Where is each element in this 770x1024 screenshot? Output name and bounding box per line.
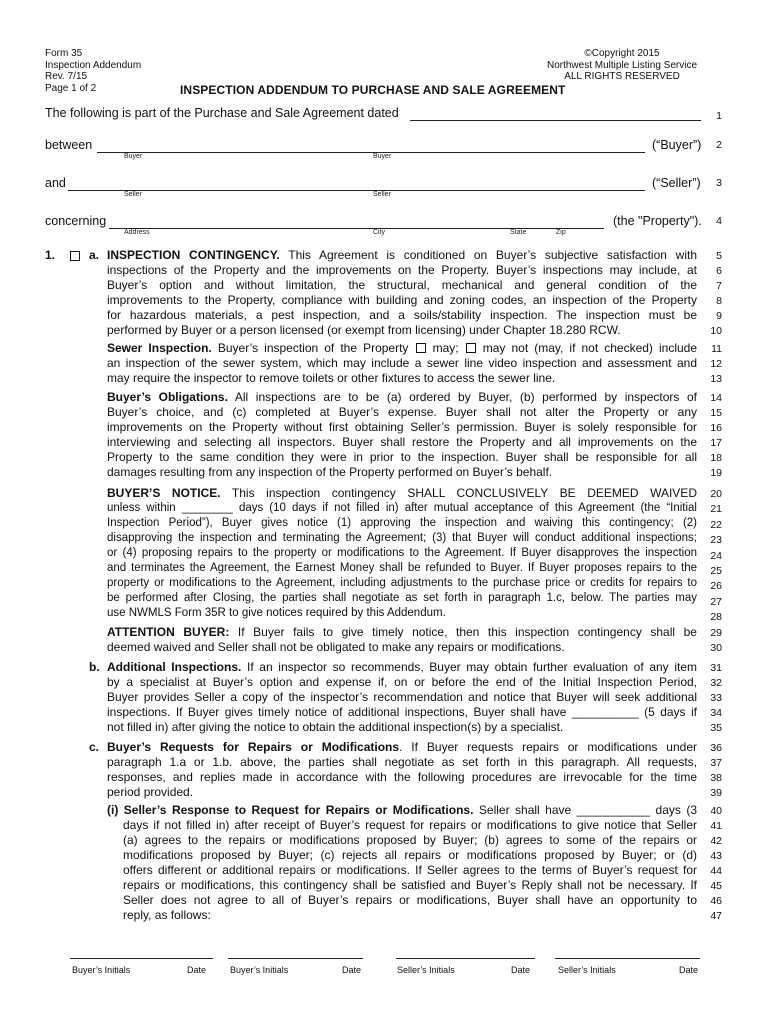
line-number: 43 — [710, 850, 722, 862]
i-line: offers different or additional repairs or modifications. If Seller agrees to the terms of Buyer’s request for — [123, 863, 697, 877]
line-number: 28 — [710, 611, 722, 624]
line-number: 1 — [716, 110, 722, 122]
line-number: 45 — [710, 880, 722, 892]
notice-line: be performed after Closing, the parties shall negotiate as set forth in paragraph 1.c, below. The parties may — [107, 592, 697, 604]
notice-line: and terminates the Agreement, the Earnest Money shall be refunded to Buyer. If Buyer proposes repairs to the — [107, 562, 697, 574]
line-number: 31 — [710, 662, 722, 674]
line-number: 15 — [710, 407, 722, 419]
organization: Northwest Multiple Listing Service — [546, 59, 698, 71]
contingency-checkbox[interactable] — [70, 251, 80, 261]
buyer-name-field[interactable] — [97, 152, 645, 153]
line-number: 16 — [710, 422, 722, 434]
dated-label: The following is part of the Purchase and Sale Agreement dated — [45, 106, 399, 120]
b-heading: Additional Inspections. — [107, 660, 242, 674]
line-number: 44 — [710, 865, 722, 877]
form-name: Inspection Addendum — [45, 59, 142, 71]
line-number: 34 — [710, 707, 722, 719]
property-address-field[interactable] — [109, 228, 604, 229]
line-number: 7 — [716, 280, 722, 292]
line-number: 41 — [710, 820, 722, 832]
line-number: 11 — [711, 343, 722, 355]
obl-line: All inspections are to be (a) ordered by Buyer, (b) performed by inspectors of — [234, 390, 697, 404]
zip-sub: Zip — [556, 229, 566, 236]
attention-buyer-para — [107, 625, 697, 655]
additional-inspections-para — [107, 660, 697, 735]
b-line: If an inspector so recommends, Buyer may obtain further evaluation of any item — [246, 660, 697, 674]
line-number: 18 — [710, 452, 722, 464]
rights: ALL RIGHTS RESERVED — [564, 71, 680, 82]
buyer-tag: (“Buyer”) — [652, 138, 702, 152]
line-number: 17 — [710, 437, 722, 449]
line-number: 35 — [710, 722, 722, 734]
sewer-line: may require the inspector to remove toilets or other fixtures to access the sewer line. — [107, 371, 556, 385]
sewer-text: Buyer’s inspection of the Property — [217, 341, 409, 355]
seller-response-para — [107, 803, 697, 923]
c-line: . If Buyer requests repairs or modifications under — [399, 740, 697, 754]
a-line: for hazardous materials, a pest inspection, and a soils/stability inspection. The inspection must be — [107, 308, 697, 322]
form-meta — [45, 48, 141, 94]
property-tag: (the "Property"). — [613, 214, 702, 228]
a-line: This Agreement is conditioned on Buyer’s subjective satisfaction with — [288, 248, 697, 262]
i-line: days if not filled in) after receipt of Buyer’s request for repairs or modifications to give notice that Seller — [123, 818, 697, 832]
date-label-1: Date — [187, 965, 207, 975]
seller-sub-2: Seller — [373, 191, 391, 198]
form-number: Form 35 — [45, 48, 83, 59]
concerning-label: concerning — [45, 214, 107, 228]
date-field[interactable] — [410, 120, 701, 121]
seller-sub-1: Seller — [124, 191, 142, 198]
sub-b-label: b. — [89, 660, 100, 674]
c-line: responses, and replies made in accordance with the following procedures are irrevocable for the time — [107, 770, 697, 784]
address-sub: Address — [124, 229, 150, 236]
b-line: not filled in) after giving the notice to obtain the additional inspection(s) by a specialist. — [107, 720, 564, 734]
notice-line: or (4) proposing repairs to the property or modifications to the Agreement. If Buyer disapproves the inspection — [107, 547, 697, 559]
seller-initials-label-1: Seller’s Initials — [397, 965, 455, 975]
obligations-heading: Buyer’s Obligations. — [107, 390, 228, 404]
line-number: 4 — [716, 215, 722, 227]
line-number: 3 — [716, 177, 722, 189]
buyer-initials-label-1: Buyer’s Initials — [72, 965, 131, 975]
notice-line: property or modifications to the Agreement, including adjustments to the purchase price or credits for repairs to — [107, 577, 697, 589]
line-number: 26 — [710, 580, 722, 593]
copyright-block — [522, 48, 722, 83]
line-number: 2 — [716, 139, 722, 151]
line-number: 20 — [710, 488, 722, 500]
line-number: 8 — [716, 295, 722, 307]
buyer-initials-label-2: Buyer’s Initials — [230, 965, 289, 975]
a-line: Buyer’s option and without limitation, the structural, mechanical and general condition of the — [107, 278, 697, 292]
buyer-notice-para — [107, 486, 697, 621]
date-label-3: Date — [511, 965, 531, 975]
notice-line: use NWMLS Form 35R to give notices required by this Addendum. — [107, 607, 446, 619]
line-number: 47 — [710, 910, 722, 922]
line-number: 25 — [710, 565, 722, 577]
b-line: by a specialist at Buyer’s option and expense if, on or before the end of the Initial Inspection Period, — [107, 675, 697, 689]
i-line: modifications proposed by Buyer; (c) rejects all repairs or modifications proposed by Buyer; or (d) — [123, 848, 697, 862]
line-number: 30 — [710, 642, 722, 654]
a-line: performed by Buyer or a person licensed (or exempt from licensing) under Chapter 18.280 RCW. — [107, 323, 621, 337]
i-heading: (i) Seller’s Response to Request for Repairs or Modifications. — [107, 803, 474, 817]
state-sub: State — [510, 229, 527, 236]
sewer-may-checkbox[interactable] — [416, 343, 426, 353]
line-number: 24 — [710, 549, 722, 562]
line-number: 40 — [710, 805, 722, 817]
line-number: 33 — [710, 692, 722, 704]
seller-name-field[interactable] — [68, 190, 645, 191]
notice-line: unless within ________ days (10 days if not filled in) after mutual acceptance of this Agreement (the “Initial — [107, 502, 697, 514]
notice-heading: BUYER’S NOTICE. — [107, 486, 221, 500]
sewer-line: an inspection of the sewer system, which may include a sewer line video inspection and assessment and — [107, 356, 697, 370]
line-number: 36 — [710, 742, 722, 754]
attn-line: deemed waived and Seller shall not be obligated to make any repairs or modifications. — [107, 640, 565, 654]
line-number: 6 — [716, 265, 722, 277]
sub-c-label: c. — [89, 740, 100, 754]
line-number: 23 — [710, 534, 722, 547]
c-line: period provided. — [107, 785, 194, 799]
a-heading: INSPECTION CONTINGENCY. — [107, 248, 280, 262]
buyer-sub-1: Buyer — [124, 153, 143, 160]
i-line: Seller does not agree to all of Buyer’s repairs or modifications, Buyer shall have an opportunity to — [123, 893, 697, 907]
seller-initials-field-1[interactable] — [396, 958, 535, 959]
line-number: 29 — [710, 627, 722, 639]
seller-tag: (“Seller”) — [652, 176, 701, 190]
form-revision: Rev. 7/15 — [45, 71, 88, 82]
line-number: 12 — [710, 358, 722, 370]
line-number: 13 — [710, 373, 722, 385]
a-line: improvements to the Property, compliance with building and zoning codes, an inspection of the Property — [107, 293, 697, 307]
c-heading: Buyer’s Requests for Repairs or Modifications — [107, 740, 400, 754]
copyright: ©Copyright 2015 — [584, 48, 660, 59]
inspection-contingency-para — [107, 248, 697, 338]
seller-initials-label-2: Seller’s Initials — [558, 965, 616, 975]
line-number: 32 — [710, 677, 722, 689]
line-number: 5 — [716, 250, 722, 262]
line-number: 9 — [716, 310, 722, 322]
line-number: 27 — [710, 595, 722, 608]
line-number: 10 — [710, 325, 722, 337]
notice-line: disapproving the inspection and terminating the Agreement; (3) that Buyer will conduct additional inspections; — [107, 532, 697, 544]
sewer-heading: Sewer Inspection. — [107, 341, 212, 355]
buyer-initials-field-2[interactable] — [228, 958, 363, 959]
obl-line: Property to the same condition they were in prior to the inspection. Buyer shall be responsible for all — [107, 450, 697, 464]
date-label-4: Date — [679, 965, 699, 975]
attention-heading: ATTENTION BUYER: — [107, 625, 230, 639]
city-sub: City — [373, 229, 386, 236]
b-line: inspections. If Buyer gives timely notice of additional inspections, Buyer shall have __________ (5 days if — [107, 705, 697, 719]
sewer-may-label: may; — [432, 341, 459, 355]
buyer-sub-2: Buyer — [373, 153, 392, 160]
obl-line: damages resulting from any inspection of the Property performed on Buyer’s behalf. — [107, 465, 553, 479]
page-indicator: Page 1 of 2 — [45, 82, 97, 94]
line-number: 37 — [710, 757, 722, 769]
sewer-may-not-label: may not (may, if not checked) include — [482, 341, 698, 355]
obl-line: Buyer’s choice, and (c) completed at Buyer’s expense. Buyer shall not alter the Property or any — [107, 405, 697, 419]
buyer-obligations-para — [107, 390, 697, 480]
line-number: 39 — [710, 787, 722, 799]
seller-initials-field-2[interactable] — [555, 958, 700, 959]
sewer-inspection-para — [107, 341, 697, 386]
line-number: 22 — [710, 518, 722, 531]
i-line: repairs or modifications, this contingency shall be satisfied and Buyer’s Reply shall not be necessary. If — [123, 878, 697, 892]
sewer-may-not-checkbox[interactable] — [466, 343, 476, 353]
i-line: (a) agrees to the repairs or modifications proposed by Buyer; (b) agrees to some of the repairs or — [123, 833, 697, 847]
repair-requests-para — [107, 740, 697, 800]
line-number: 46 — [710, 895, 722, 907]
c-line: paragraph 1.a or 1.b. above, the parties shall negotiate as set forth in this paragraph. All requests, — [107, 755, 697, 769]
notice-line: This inspection contingency SHALL CONCLUSIVELY BE DEEMED WAIVED — [231, 486, 697, 500]
line-number: 14 — [710, 392, 722, 404]
notice-line: Inspection Period”), Buyer gives notice (1) approving the inspection and waiving this contingency; (2) — [107, 517, 697, 529]
line-number: 19 — [710, 467, 722, 479]
line-number: 42 — [710, 835, 722, 847]
sub-a-label: a. — [89, 248, 100, 262]
page-title: INSPECTION ADDENDUM TO PURCHASE AND SALE AGREEMENT — [180, 83, 566, 97]
section-number: 1. — [45, 248, 56, 262]
obl-line: improvements on the Property without first obtaining Seller’s permission. Buyer is solely responsible for — [107, 420, 697, 434]
line-number: 21 — [710, 503, 722, 516]
b-line: Buyer provides Seller a copy of the inspector’s recommendation and notice that Buyer will seek additional — [107, 690, 697, 704]
and-label: and — [45, 176, 66, 190]
a-line: inspections of the Property and the improvements on the Property. Buyer’s inspections may include, at — [107, 263, 697, 277]
i-line: reply, as follows: — [123, 908, 211, 922]
i-line: Seller shall have ___________ days (3 — [478, 803, 698, 817]
obl-line: interviewing and selecting all inspectors. Buyer shall restore the Property and all improvements on the — [107, 435, 697, 449]
line-number: 38 — [710, 772, 722, 784]
buyer-initials-field-1[interactable] — [70, 958, 213, 959]
date-label-2: Date — [342, 965, 362, 975]
between-label: between — [45, 138, 93, 152]
attn-line: If Buyer fails to give timely notice, then this inspection contingency shall be — [237, 625, 697, 639]
